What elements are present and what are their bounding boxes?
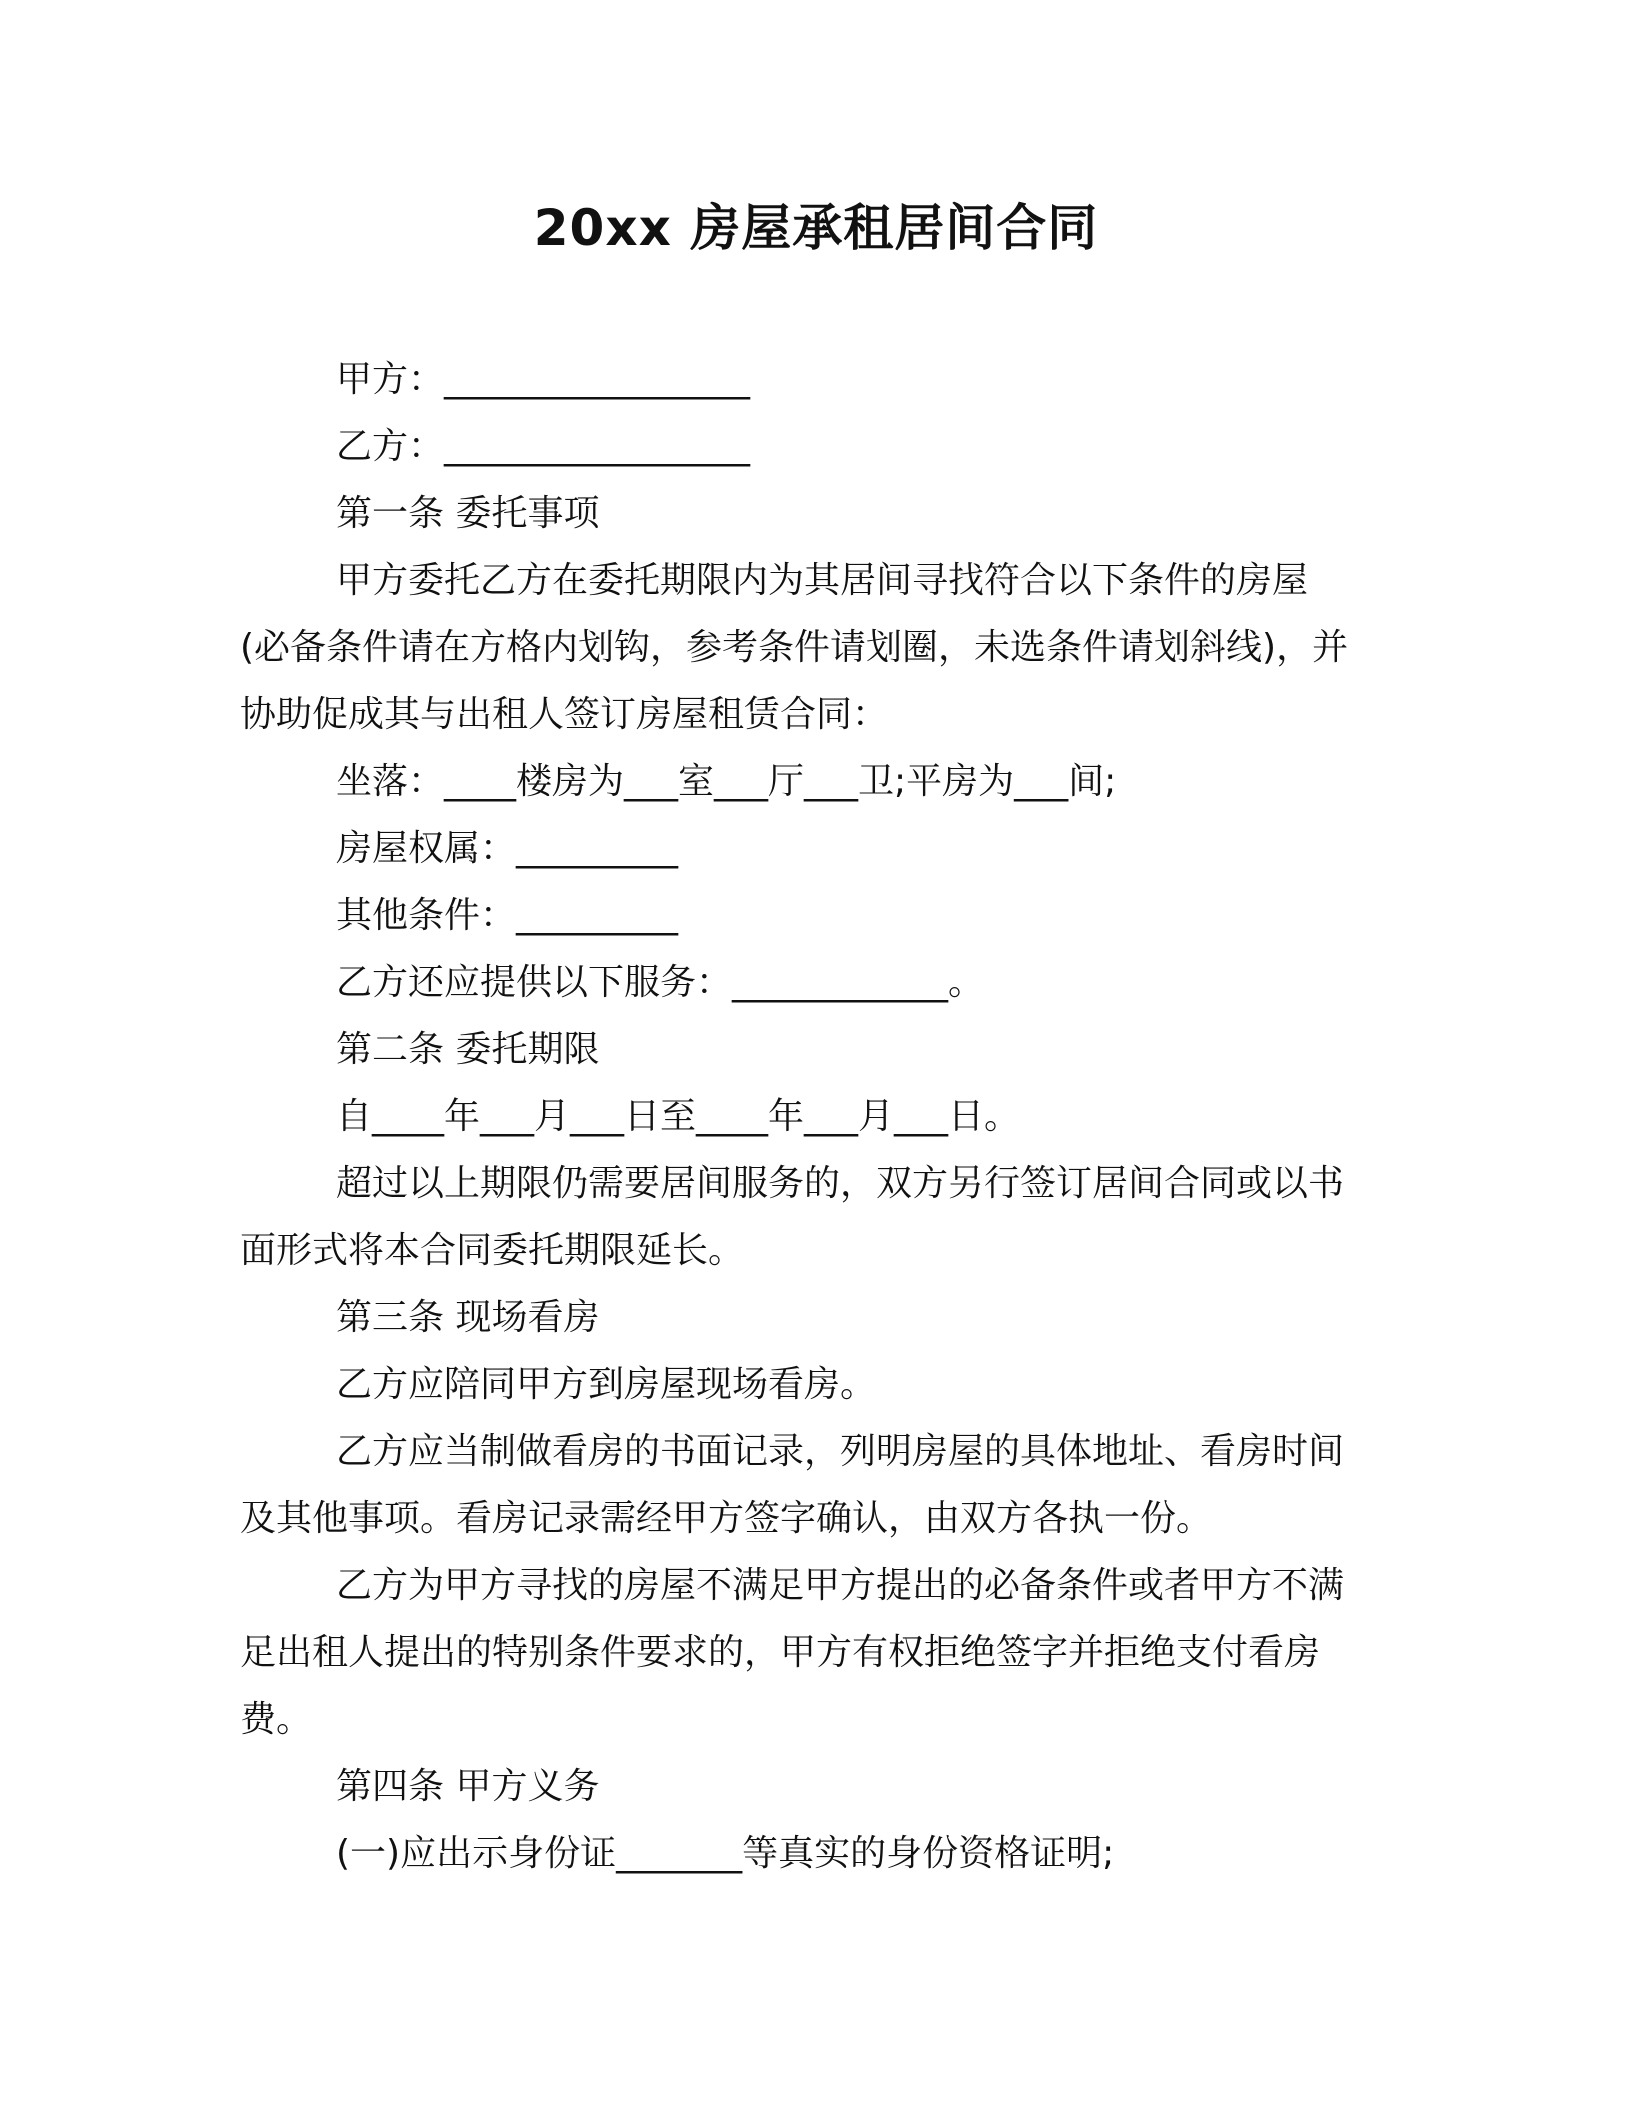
article-2-heading: 第二条 委托期限 <box>336 1029 600 1070</box>
services-line: 乙方还应提供以下服务：____________。 <box>336 962 985 1003</box>
party-b-line: 乙方：_________________ <box>336 426 751 467</box>
paragraph-line: 及其他事项。看房记录需经甲方签字确认，由双方各执一份。 <box>240 1498 1213 1539</box>
article-3-heading: 第三条 现场看房 <box>336 1297 600 1338</box>
obligation-item-1: (一)应出示身份证_______等真实的身份资格证明; <box>336 1833 1115 1874</box>
location-line: 坐落：____楼房为___室___厅___卫;平房为___间; <box>336 761 1117 802</box>
paragraph-line: 乙方应陪同甲方到房屋现场看房。 <box>336 1364 877 1405</box>
paragraph-line: 乙方为甲方寻找的房屋不满足甲方提出的必备条件或者甲方不满 <box>336 1565 1345 1606</box>
document-title: 20xx 房屋承租居间合同 <box>533 199 1099 257</box>
paragraph-line: 协助促成其与出租人签订房屋租赁合同： <box>240 694 889 735</box>
party-a-line: 甲方：_________________ <box>336 359 751 400</box>
ownership-line: 房屋权属：_________ <box>336 828 679 869</box>
document-body <box>240 346 1380 1887</box>
article-1-heading: 第一条 委托事项 <box>336 493 600 534</box>
paragraph-line: 面形式将本合同委托期限延长。 <box>240 1230 745 1271</box>
paragraph-line: 乙方应当制做看房的书面记录，列明房屋的具体地址、看房时间 <box>336 1431 1345 1472</box>
paragraph-line: 足出租人提出的特别条件要求的，甲方有权拒绝签字并拒绝支付看房 <box>240 1632 1321 1673</box>
paragraph-line: 费。 <box>240 1699 313 1740</box>
article-4-heading: 第四条 甲方义务 <box>336 1766 600 1807</box>
other-conditions-line: 其他条件：_________ <box>336 895 679 936</box>
term-line: 自____年___月___日至____年___月___日。 <box>336 1096 1020 1137</box>
paragraph-line: 超过以上期限仍需要居间服务的，双方另行签订居间合同或以书 <box>336 1163 1345 1204</box>
paragraph-line: (必备条件请在方格内划钩，参考条件请划圈，未选条件请划斜线)，并 <box>240 627 1349 668</box>
paragraph-line: 甲方委托乙方在委托期限内为其居间寻找符合以下条件的房屋 <box>336 560 1309 601</box>
